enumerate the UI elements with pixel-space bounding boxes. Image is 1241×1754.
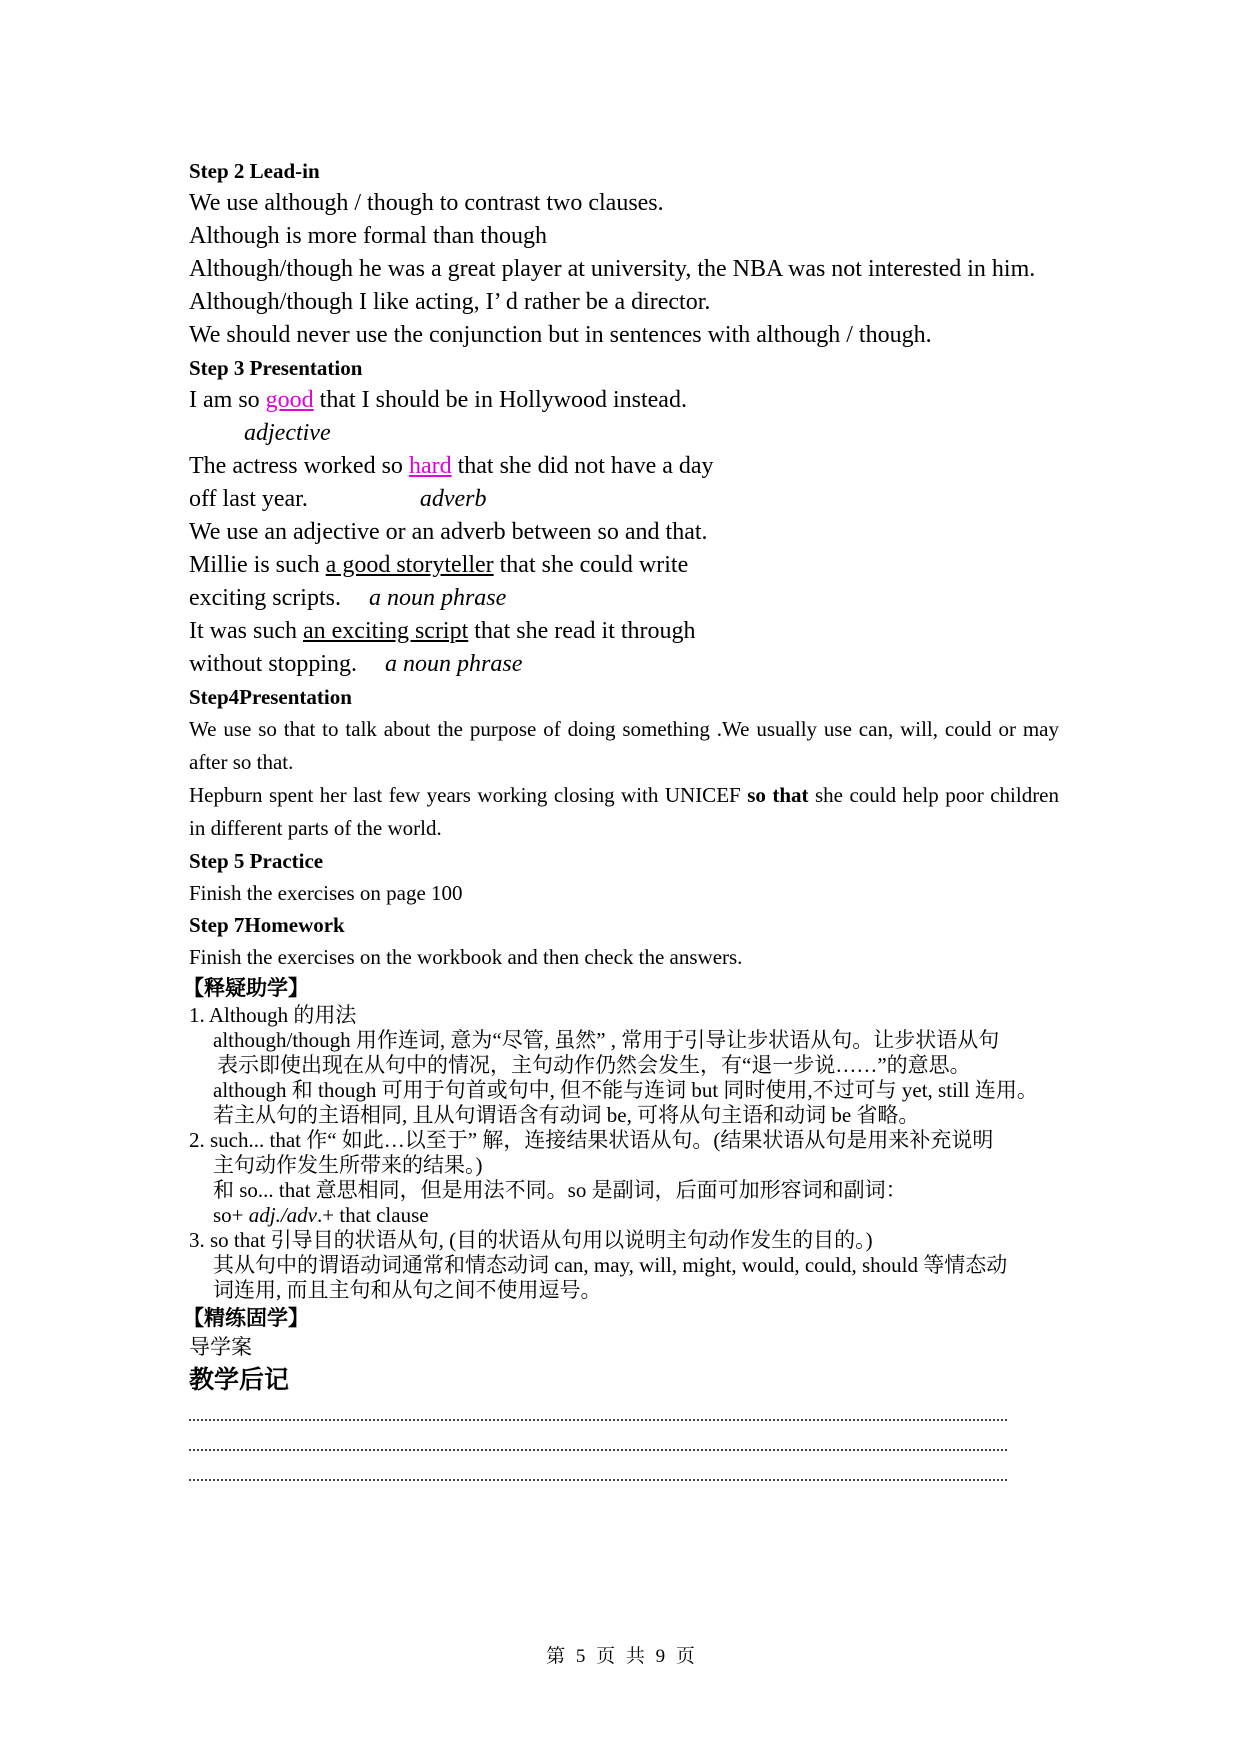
explain-item-1-a: although/though 用作连词, 意为“尽管, 虽然” , 常用于引导让步状语从句。让步状语从句 bbox=[213, 1028, 1000, 1052]
step2-line-4: Although/though I like acting, I’ d rather be a director. bbox=[189, 289, 711, 315]
step5-heading: Step 5 Practice bbox=[189, 849, 324, 873]
step2-line-2: Although is more formal than though bbox=[189, 223, 547, 249]
explain-item-3-b: 其从句中的谓语动词通常和情态动词 can, may, will, might, would, could, should 等情态动 bbox=[213, 1253, 1008, 1277]
explain-item-1-d: 若主从句的主语相同, 且从句谓语含有动词 be, 可将从句主语和动词 be 省略。 bbox=[213, 1103, 920, 1127]
text: exciting scripts. bbox=[189, 585, 341, 611]
explain-item-1-c: although 和 though 可用于句首或句中, 但不能与连词 but 同时使用,不过可与 yet, still 连用。 bbox=[213, 1078, 1038, 1102]
notes-line-3 bbox=[189, 1479, 1007, 1481]
explain-heading: 【释疑助学】 bbox=[183, 976, 309, 1000]
text: off last year. bbox=[189, 486, 308, 512]
explain-item-2-title: 2. such... that 作“ 如此…以至于” 解，连接结果状语从句。(结果状语从句是用来补充说明 bbox=[189, 1128, 994, 1152]
text: she could help poor children in different parts of the world. bbox=[189, 783, 1060, 840]
step3-sentence-5-cont bbox=[189, 648, 1059, 681]
step3-sentence-4-cont bbox=[189, 582, 1059, 615]
text: that she did not have a day bbox=[451, 453, 714, 479]
step5-text: Finish the exercises on page 100 bbox=[189, 881, 463, 905]
highlight-word-good: good bbox=[265, 387, 314, 413]
step2-line-5: We should never use the conjunction but in sentences with although / though. bbox=[189, 322, 932, 348]
text: Hepburn spent her last few years working closing with UNICEF bbox=[189, 783, 748, 807]
text: The actress worked so bbox=[189, 453, 409, 479]
explain-item-2-d bbox=[189, 1203, 1059, 1228]
step2-line-1: We use although / though to contrast two clauses. bbox=[189, 190, 664, 216]
document-page bbox=[183, 155, 1060, 1481]
noun-phrase-underlined: a good storyteller bbox=[325, 552, 494, 578]
text: that she read it through bbox=[468, 618, 696, 644]
text: that she could write bbox=[493, 552, 689, 578]
step3-heading: Step 3 Presentation bbox=[189, 356, 363, 380]
bold-so-that: so that bbox=[747, 783, 809, 807]
step4-heading: Step4Presentation bbox=[189, 685, 352, 709]
explain-item-3-c: 词连用, 而且主句和从句之间不使用逗号。 bbox=[213, 1278, 602, 1302]
step3-sentence-1 bbox=[189, 384, 1059, 417]
explain-item-2-b: 主句动作发生所带来的结果。) bbox=[213, 1153, 483, 1177]
explain-item-1-title: 1. Although 的用法 bbox=[189, 1003, 357, 1027]
explain-section bbox=[189, 1003, 1059, 1303]
step7-heading: Step 7Homework bbox=[189, 913, 345, 937]
step4-para-1: We use so that to talk about the purpose of doing something .We usually use can, will, could or may after so that. bbox=[189, 717, 1059, 774]
page-number-footer: 第 5 页 共 9 页 bbox=[546, 1646, 695, 1667]
step4-para-2 bbox=[189, 779, 1059, 845]
step3-sentence-5 bbox=[189, 615, 1059, 648]
explain-item-1-b: 表示即使出现在从句中的情况，主句动作仍然会发生，有“退一步说……”的意思。 bbox=[217, 1053, 971, 1077]
tag-noun-phrase: a noun phrase bbox=[385, 651, 523, 677]
text: .+ that clause bbox=[317, 1203, 429, 1227]
step2-heading: Step 2 Lead-in bbox=[189, 159, 320, 183]
notes-heading: 教学后记 bbox=[189, 1365, 290, 1394]
text: without stopping. bbox=[189, 651, 358, 677]
text: I am so bbox=[189, 387, 266, 413]
practice-text: 导学案 bbox=[189, 1335, 252, 1359]
tag-noun-phrase: a noun phrase bbox=[368, 585, 507, 611]
step3-sentence-2 bbox=[189, 450, 1059, 483]
explain-item-3-title: 3. so that 引导目的状语从句, (目的状语从句用以说明主句动作发生的目的。) bbox=[189, 1228, 873, 1252]
text: that I should be in Hollywood instead. bbox=[313, 387, 687, 413]
text: so+ bbox=[213, 1203, 249, 1227]
text: Millie is such bbox=[189, 552, 326, 578]
step2-line-3: Although/though he was a great player at university, the NBA was not interested in him. bbox=[189, 256, 1036, 282]
step3-sentence-4 bbox=[189, 549, 1059, 582]
step3-sentence-3: We use an adjective or an adverb between so and that. bbox=[189, 519, 708, 545]
explain-item-2-c: 和 so... that 意思相同，但是用法不同。so 是副词，后面可加形容词和副词： bbox=[213, 1178, 907, 1202]
step7-text: Finish the exercises on the workbook and then check the answers. bbox=[189, 945, 743, 969]
tag-adverb: adverb bbox=[419, 486, 487, 512]
step3-sentence-2-cont bbox=[189, 483, 1059, 516]
tag-adjective: adjective bbox=[244, 420, 331, 446]
practice-heading: 【精练固学】 bbox=[183, 1306, 309, 1330]
noun-phrase-underlined: an exciting script bbox=[302, 618, 469, 644]
text: It was such bbox=[189, 618, 303, 644]
highlight-word-hard: hard bbox=[408, 453, 452, 479]
text-italic: adj./adv bbox=[248, 1203, 318, 1227]
